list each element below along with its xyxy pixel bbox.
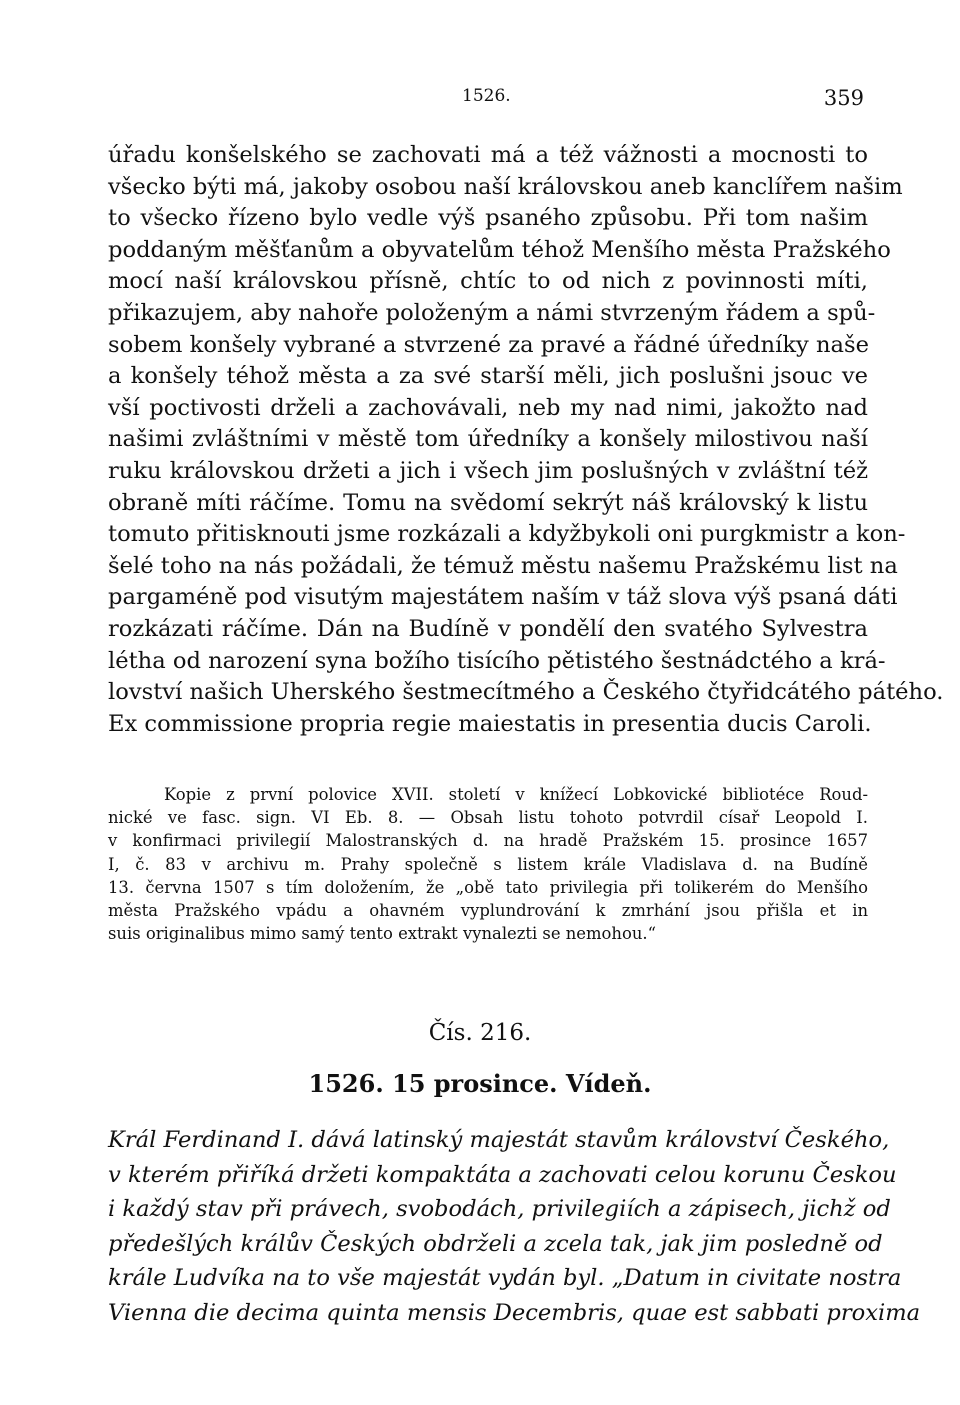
summary-line: v kterém přiříká držeti kompaktáta a zachovati celou korunu Českou — [108, 1161, 897, 1188]
summary-line: i každý stav při právech, svobodách, privilegiích a zápisech, jichž od — [108, 1196, 891, 1223]
text-line: všecko býti má, jakoby osobou naší královskou aneb kanclířem našim — [108, 173, 903, 200]
text-line: přikazujem, aby nahoře položeným a námi stvrzeným řádem a spů- — [108, 299, 876, 326]
summary-line: předešlých králův Českých obdrželi a zcela tak, jak jim posledně od — [108, 1230, 883, 1257]
text-line: lovství našich Uherského šestmecítmého a Českého čtyřidcátého pátého. — [108, 679, 944, 706]
text-line: tomuto přitisknouti jsme rozkázali a kdyžbykoli oni purgkmistr a kon- — [108, 521, 906, 548]
text-line: létha od narození syna božího tisícího pětistého šestnádctého a krá- — [108, 647, 886, 674]
text-line: pargaméně pod visutým majestátem naším v táž slova výš psaná dáti — [108, 584, 898, 611]
note-line: v konfirmaci privilegií Malostranských d. na hradě Pražském 15. prosince 1657 — [108, 831, 868, 851]
note-line: I, č. 83 v archivu m. Prahy společně s listem krále Vladislava d. na Budíně — [108, 854, 868, 874]
summary-line: Král Ferdinand I. dává latinský majestát stavům království Českého, — [108, 1127, 890, 1153]
document-summary — [108, 1123, 921, 1331]
summary-line: krále Ludvíka na to vše majestát vydán byl. „Datum in civitate nostra — [108, 1265, 902, 1292]
document-number: Čís. 216. — [428, 1020, 532, 1046]
text-line: to všecko řízeno bylo vedle výš psaného způsobu. Při tom našim — [108, 205, 868, 232]
text-line: Ex commissione propria regie maiestatis in presentia ducis Caroli. — [108, 710, 872, 737]
text-line: rozkázati ráčíme. Dán na Budíně v pondělí den svatého Sylvestra — [108, 615, 868, 642]
summary-line: Vienna die decima quinta mensis Decembris, quae est sabbati proxima — [108, 1299, 921, 1326]
text-line: úřadu konšelského se zachovati má a též vážnosti a mocnosti to — [108, 142, 868, 168]
source-note — [108, 783, 868, 945]
text-line: šelé toho na nás požádali, že témuž městu našemu Pražskému list na — [108, 552, 898, 579]
note-line: 13. června 1507 s tím doložením, že „obě tato privilegia při tolikerém do Menšího — [108, 877, 868, 897]
page-number: 359 — [823, 86, 864, 110]
text-line: ruku královskou držeti a jich i všech jim poslušných v zvláštní též — [108, 457, 868, 484]
text-line: mocí naší královskou přísně, chtíc to od nich z povinnosti míti, — [108, 268, 868, 295]
text-line: vší poctivosti drželi a zachovávali, neb my nad nimi, jakožto nad — [108, 394, 868, 421]
text-line: sobem konšely vybrané a stvrzené za pravé a řádné úředníky naše — [108, 331, 869, 358]
text-line: a konšely téhož města a za své starší měli, jich poslušni jsouc ve — [108, 363, 868, 390]
text-line: našimi zvláštními v městě tom úředníky a konšely milostivou naší — [108, 426, 868, 453]
running-header-year: 1526. — [462, 86, 511, 106]
note-line: Kopie z první polovice XVII. století v knížecí Lobkovické bibliotéce Roud- — [164, 785, 868, 804]
note-line: suis originalibus mimo samý tento extrakt vynalezti se nemohou.“ — [108, 924, 656, 944]
text-line: poddaným měšťanům a obyvatelům téhož Menšího města Pražského — [108, 236, 891, 263]
note-line: nické ve fasc. sign. VI Eb. 8. — Obsah listu tohoto potvrdil císař Leopold I. — [108, 808, 868, 828]
main-text — [108, 140, 944, 740]
note-line: města Pražského vpádu a ohavném vyplundrování k zmrhání jsou přišla et in — [108, 901, 868, 921]
text-line: obraně míti ráčíme. Tomu na svědomí sekrýt náš královský k listu — [108, 489, 868, 516]
document-date-heading: 1526. 15 prosince. Vídeň. — [308, 1069, 652, 1098]
